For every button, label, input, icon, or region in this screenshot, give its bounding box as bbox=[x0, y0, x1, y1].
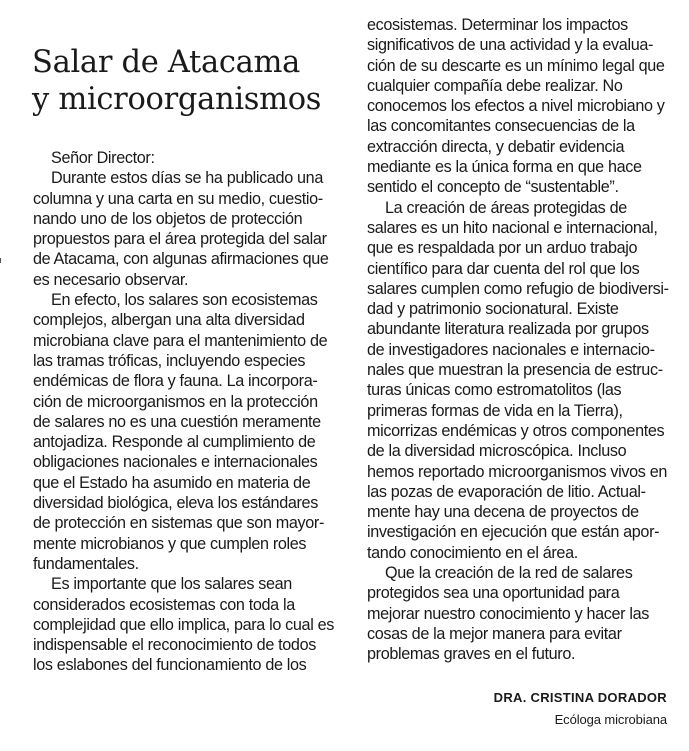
text-line: fundamentales. bbox=[33, 554, 139, 573]
text-line: microbiana clave para el mantenimiento de bbox=[33, 331, 328, 350]
text-line: científico para dar cuenta del rol que los bbox=[367, 259, 640, 278]
text-line: de salares no es una cuestión meramente bbox=[33, 412, 321, 431]
text-line: problemas graves en el futuro. bbox=[367, 645, 576, 664]
page-edge-mark bbox=[0, 258, 4, 263]
text-line: las tramas tróficas, incluyendo especies bbox=[33, 351, 306, 370]
text-line: En efecto, los salares son ecosistemas bbox=[51, 291, 318, 310]
left-column bbox=[33, 148, 345, 676]
text-line: es necesario observar. bbox=[33, 270, 189, 289]
text-line: que el Estado ha asumido en materia de bbox=[33, 473, 311, 492]
text-line: investigación en ejecución que están apor- bbox=[367, 523, 660, 542]
text-line: extracción directa, y debatir evidencia bbox=[367, 137, 625, 156]
text-line: dad y patrimonio socionatural. Existe bbox=[367, 300, 619, 319]
text-line: obligaciones nacionales e internacionales bbox=[33, 453, 318, 472]
text-line: de la diversidad microscópica. Incluso bbox=[367, 442, 627, 461]
text-line: indispensable el reconocimiento de todos bbox=[33, 636, 316, 655]
text-line: Señor Director: bbox=[51, 149, 155, 167]
text-line: abundante literatura realizada por grupos bbox=[367, 320, 649, 339]
text-line: La creación de áreas protegidas de bbox=[385, 198, 627, 217]
text-line: las concomitantes consecuencias de la bbox=[367, 117, 635, 136]
text-line: antojadiza. Responde al cumplimiento de bbox=[33, 433, 316, 452]
text-line: que es respaldada por un arduo trabajo bbox=[367, 239, 638, 258]
text-line: de investigadores nacionales e internacio- bbox=[367, 340, 655, 359]
text-line: complejidad que ello implica, para lo cual es bbox=[33, 615, 334, 634]
text-line: cosas de la mejor manera para evitar bbox=[367, 624, 622, 643]
text-line: de protección en sistemas que son mayor- bbox=[33, 514, 325, 533]
text-line: salares cumplen como refugio de biodiversi- bbox=[367, 279, 669, 298]
text-line: turas únicas como estromatolitos (las bbox=[367, 381, 622, 400]
text-line: Es importante que los salares sean bbox=[51, 575, 292, 594]
text-line: propuestos para el área protegida del salar bbox=[33, 230, 327, 249]
text-line: salares es un hito nacional e internacional, bbox=[367, 218, 658, 237]
title-line-2: y microorganismos bbox=[32, 82, 322, 117]
title-line-1: Salar de Atacama bbox=[32, 45, 301, 80]
text-line: endémicas de flora y fauna. La incorpora- bbox=[33, 372, 318, 391]
text-line: mediante es la única forma en que hace bbox=[367, 158, 642, 177]
text-line: ecosistemas. Determinar los impactos bbox=[367, 16, 628, 34]
text-line: tando conocimiento en el área. bbox=[367, 543, 578, 562]
text-line: Durante estos días se ha publicado una bbox=[51, 169, 323, 188]
text-line: conocemos los efectos a nivel microbiano y bbox=[367, 97, 665, 116]
author-role: Ecóloga microbiana bbox=[554, 712, 667, 727]
text-line: nales que muestran la presencia de estruc- bbox=[367, 361, 663, 380]
text-line: nando uno de los objetos de protección bbox=[33, 209, 303, 228]
text-line: ción de su descarte es un mínimo legal que bbox=[367, 56, 665, 75]
text-line: micorrizas endémicas y otros componentes bbox=[367, 421, 665, 440]
text-line: protegidos sea una oportunidad para bbox=[367, 584, 620, 603]
text-line: diversidad biológica, eleva los estándares bbox=[33, 494, 318, 513]
text-line: significativos de una actividad y la evalua- bbox=[367, 36, 654, 55]
text-line: mejorar nuestro conocimiento y hacer las bbox=[367, 604, 650, 623]
right-column bbox=[367, 15, 667, 665]
text-line: primeras formas de vida en la Tierra), bbox=[367, 401, 623, 420]
text-line: columna y una carta en su medio, cuestio- bbox=[33, 189, 323, 208]
author-signature: DRA. CRISTINA DORADOR bbox=[493, 690, 667, 705]
text-line: las pozas de evaporación de litio. Actual- bbox=[367, 482, 646, 501]
text-line: Que la creación de la red de salares bbox=[385, 564, 633, 583]
text-line: complejos, albergan una alta diversidad bbox=[33, 311, 305, 330]
article-title bbox=[32, 44, 342, 118]
text-line: de Atacama, con algunas afirmaciones que bbox=[33, 250, 329, 269]
text-line: sentido el concepto de “sustentable”. bbox=[367, 178, 619, 197]
text-line: los eslabones del funcionamiento de los bbox=[33, 656, 307, 675]
text-line: mente hay una decena de proyectos de bbox=[367, 503, 639, 522]
text-line: ción de microorganismos en la protección bbox=[33, 392, 318, 411]
text-line: mente microbianos y que cumplen roles bbox=[33, 534, 307, 553]
text-line: hemos reportado microorganismos vivos en bbox=[367, 462, 667, 481]
text-line: cualquier compañía debe realizar. No bbox=[367, 76, 623, 95]
text-line: considerados ecosistemas con toda la bbox=[33, 595, 295, 614]
